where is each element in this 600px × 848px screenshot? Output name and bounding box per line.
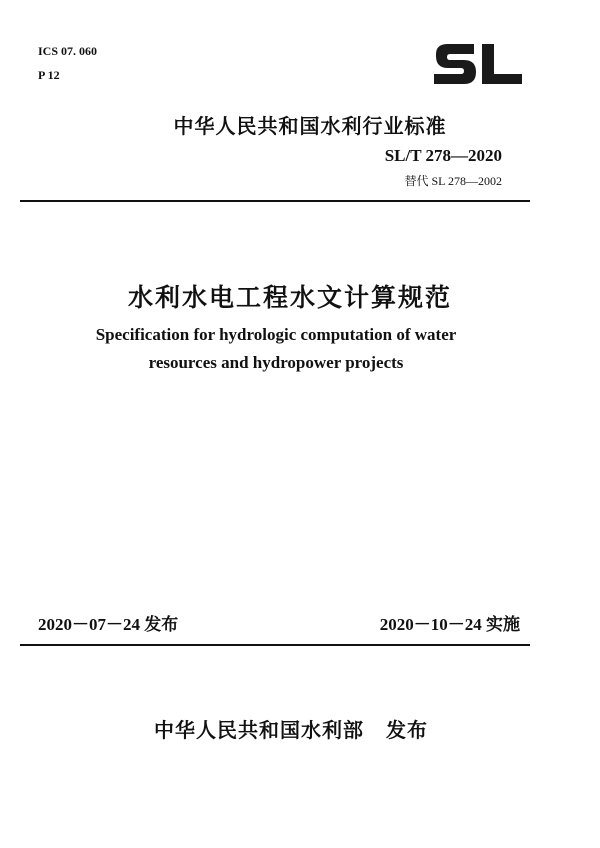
title-english-line1: Specification for hydrologic computation of water (95, 325, 457, 344)
issuer-line (0, 714, 600, 743)
title-chinese: 水利水电工程水文计算规范 (127, 283, 452, 312)
issuer-action: 发布 (386, 718, 428, 742)
issuer-name: 中华人民共和国水利部 (154, 718, 364, 742)
standard-number: SL/T 278—2020 (384, 146, 502, 165)
top-divider (20, 200, 530, 202)
issue-date: 2020－07－24 发布 (38, 615, 179, 634)
title-english-line2: resources and hydropower projects (148, 353, 404, 372)
bottom-divider (20, 644, 530, 646)
implementation-date: 2020－10－24 实施 (379, 615, 520, 634)
sl-logo (430, 32, 526, 96)
ccs-code: P 12 (38, 68, 60, 82)
sl-logo-s (434, 44, 476, 84)
ics-code: ICS 07. 060 (38, 44, 98, 58)
standard-category: 中华人民共和国水利行业标准 (173, 114, 447, 138)
replaces-note: 替代 SL 278—2002 (404, 174, 502, 188)
sl-logo-l (482, 44, 522, 84)
